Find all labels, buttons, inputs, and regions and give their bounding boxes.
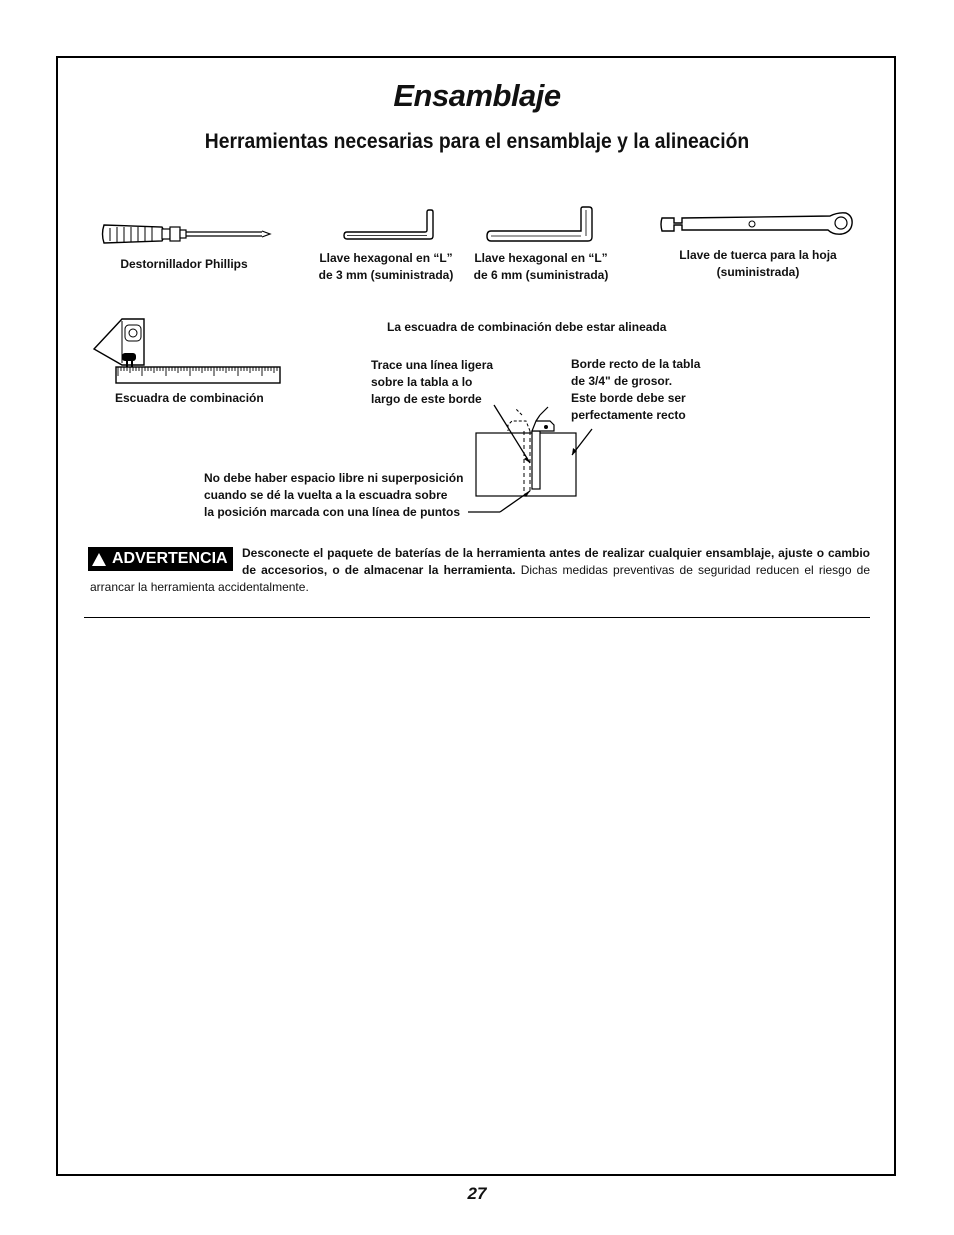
straight-edge-text-2: de 3/4" de grosor. <box>571 374 673 388</box>
straight-edge-text-1: Borde recto de la tabla <box>571 357 701 371</box>
hex-6mm-label-line1: Llave hexagonal en “L” <box>474 251 608 265</box>
alignment-diagram <box>460 405 600 520</box>
combination-square-icon <box>92 315 282 387</box>
square-label: Escuadra de combinación <box>115 391 264 405</box>
no-gap-text-1: No debe haber espacio libre ni superposición <box>204 471 464 485</box>
warning-badge-label: ADVERTENCIA <box>112 550 228 567</box>
warning-text <box>90 545 870 596</box>
trace-line-text-1: Trace una línea ligera <box>371 358 494 372</box>
phillips-label: Destornillador Phillips <box>120 257 248 271</box>
blade-wrench-label-line1: Llave de tuerca para la hoja <box>679 248 837 262</box>
blade-wrench-label-line2: (suministrada) <box>716 265 800 279</box>
straight-edge-text-3: Este borde debe ser <box>571 391 686 405</box>
hex-key-6mm-icon <box>486 207 596 243</box>
diagram-heading: La escuadra de combinación debe estar alineada <box>387 320 667 334</box>
hex-6mm-label-line2: de 6 mm (suministrada) <box>473 268 609 282</box>
trace-line-text-2: sobre la tabla a lo <box>371 375 473 389</box>
trace-line-text-3: largo de este borde <box>371 392 482 406</box>
no-gap-text-2: cuando se dé la vuelta a la escuadra sobre <box>204 488 448 502</box>
warning-normal-text: Dichas medidas preventivas de seguridad reducen el riesgo de arrancar la herramienta accidentalmente. <box>90 563 870 594</box>
no-gap-text-3: la posición marcada con una línea de puntos <box>204 505 461 519</box>
blade-wrench-icon <box>660 210 855 240</box>
phillips-screwdriver-icon <box>100 220 275 248</box>
page-subtitle: Herramientas necesarias para el ensamblaje y la alineación <box>204 130 750 153</box>
page-number: 27 <box>467 1184 487 1203</box>
hex-3mm-label-line1: Llave hexagonal en “L” <box>319 251 453 265</box>
straight-edge-text-4: perfectamente recto <box>571 408 686 422</box>
section-divider <box>84 617 870 618</box>
hex-3mm-label-line2: de 3 mm (suministrada) <box>318 268 454 282</box>
warning-bold-text: Desconecte el paquete de baterías de la herramienta antes de realizar cualquier ensamblaje, ajuste o cambio de accesorios, o de almacenar la herramienta. <box>242 546 870 577</box>
page-title: Ensamblaje <box>393 78 561 113</box>
hex-key-3mm-icon <box>343 210 435 242</box>
